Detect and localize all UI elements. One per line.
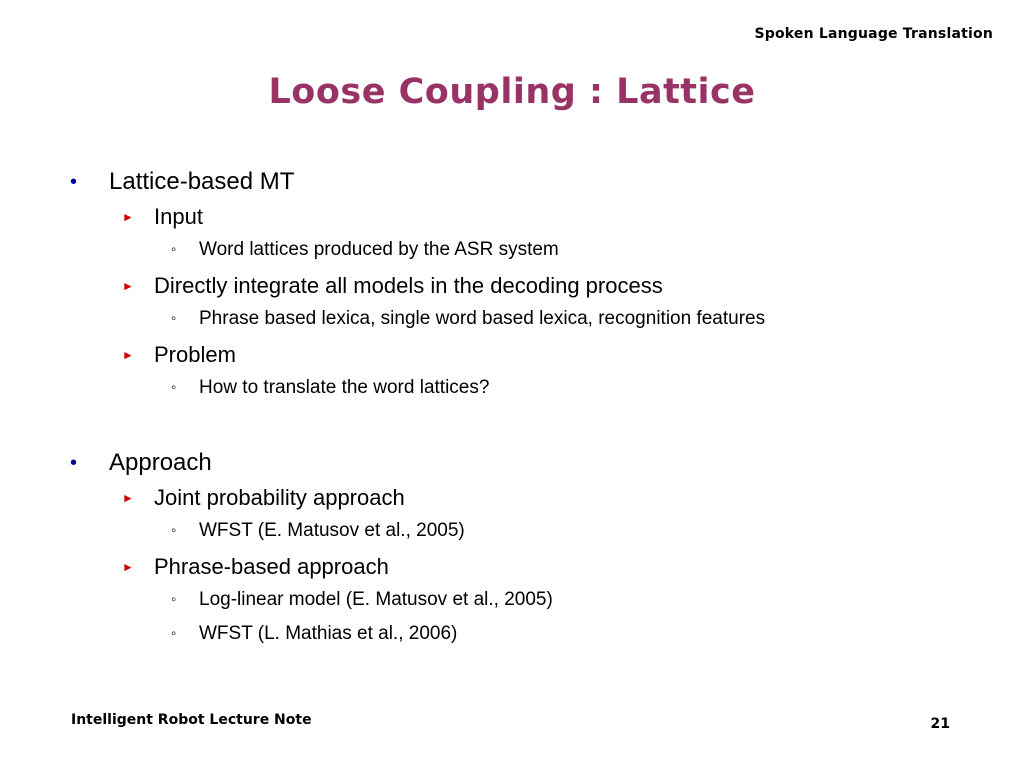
bullet-level2 [0,485,1024,520]
circle-bullet-icon: ◦ [171,241,177,258]
section-spacer [0,411,1024,449]
bullet-level3 [0,239,1024,273]
item-label: Phrase-based approach [154,554,389,579]
bullet-dot-icon: • [70,452,78,474]
subitem-text: Log-linear model (E. Matusov et al., 2005) [199,589,553,610]
bullet-level3 [0,623,1024,657]
bullet-level3 [0,308,1024,342]
triangle-bullet-icon: ► [122,491,134,505]
item-label: Input [154,204,203,229]
bullet-level3 [0,377,1024,411]
section-lattice-based-mt [0,168,1024,411]
circle-bullet-icon: ◦ [171,591,177,608]
section-heading: Approach [109,449,212,476]
triangle-bullet-icon: ► [122,560,134,574]
bullet-level3 [0,589,1024,623]
bullet-level2 [0,204,1024,239]
item-label: Directly integrate all models in the decoding process [154,273,663,298]
footer-note: Intelligent Robot Lecture Note [71,712,312,728]
bullet-level3 [0,520,1024,554]
bullet-dot-icon: • [70,171,78,193]
subitem-text: WFST (L. Mathias et al., 2006) [199,623,458,644]
circle-bullet-icon: ◦ [171,522,177,539]
triangle-bullet-icon: ► [122,210,134,224]
subitem-text: WFST (E. Matusov et al., 2005) [199,520,465,541]
subitem-text: Phrase based lexica, single word based lexica, recognition features [199,308,766,329]
subitem-text: How to translate the word lattices? [199,377,490,398]
item-label: Joint probability approach [154,485,405,510]
slide-content [0,168,1024,657]
bullet-level2 [0,554,1024,589]
triangle-bullet-icon: ► [122,279,134,293]
subitem-text: Word lattices produced by the ASR system [199,239,559,260]
section-approach [0,449,1024,657]
slide-title: Loose Coupling : Lattice [268,72,756,112]
triangle-bullet-icon: ► [122,348,134,362]
bullet-level2 [0,273,1024,308]
section-heading: Lattice-based MT [109,168,295,195]
header-label: Spoken Language Translation [754,26,993,42]
bullet-level1 [0,449,1024,485]
circle-bullet-icon: ◦ [171,379,177,396]
circle-bullet-icon: ◦ [171,310,177,327]
bullet-level1 [0,168,1024,204]
circle-bullet-icon: ◦ [171,625,177,642]
item-label: Problem [154,342,236,367]
page-number: 21 [930,716,950,732]
bullet-level2 [0,342,1024,377]
